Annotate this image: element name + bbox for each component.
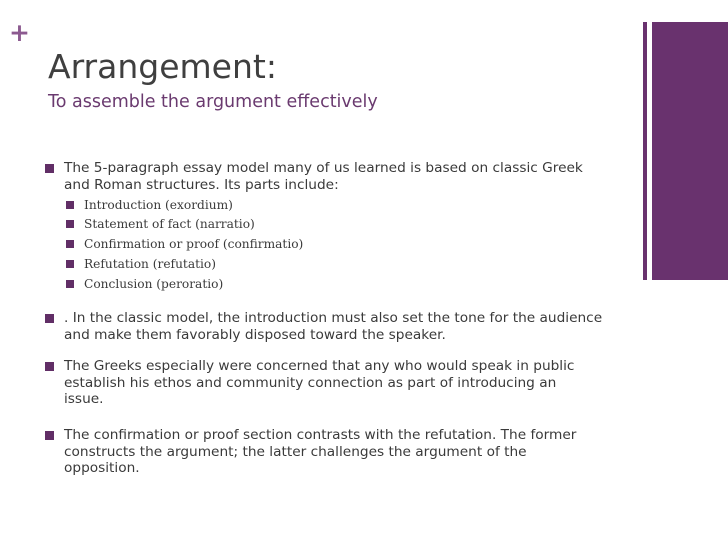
square-bullet-icon: [66, 280, 74, 288]
square-bullet-icon: [66, 201, 74, 209]
square-bullet-icon: [66, 240, 74, 248]
slide-title: Arrangement:: [48, 47, 277, 86]
sub-bullet-text: Statement of fact (narratio): [84, 217, 255, 231]
bullet-text: . In the classic model, the introduction must also set the tone for the audience and make them favorably disposed toward the speaker.: [64, 310, 603, 343]
sub-bullet-text: Refutation (refutatio): [84, 257, 216, 271]
square-bullet-icon: [66, 260, 74, 268]
slide-subtitle: To assemble the argument effectively: [48, 92, 378, 112]
square-bullet-icon: [45, 362, 54, 371]
square-bullet-icon: [45, 431, 54, 440]
sub-bullet-text: Introduction (exordium): [84, 198, 233, 212]
bullet-text: The confirmation or proof section contrasts with the refutation. The former constructs the argument; the latter challenges the argument of the opposition.: [64, 427, 577, 476]
square-bullet-icon: [45, 314, 54, 323]
square-bullet-icon: [45, 164, 54, 173]
bullet-text: The Greeks especially were concerned that any who would speak in public establish his ethos and community connection as part of introducing an issue.: [64, 358, 575, 407]
sub-bullet-text: Confirmation or proof (confirmatio): [84, 237, 304, 251]
bullet-text: The 5-paragraph essay model many of us learned is based on classic Greek and Roman structures. Its parts include:: [64, 160, 583, 193]
square-bullet-icon: [66, 220, 74, 228]
plus-icon: +: [9, 18, 30, 47]
sub-bullet-text: Conclusion (peroratio): [84, 277, 224, 291]
